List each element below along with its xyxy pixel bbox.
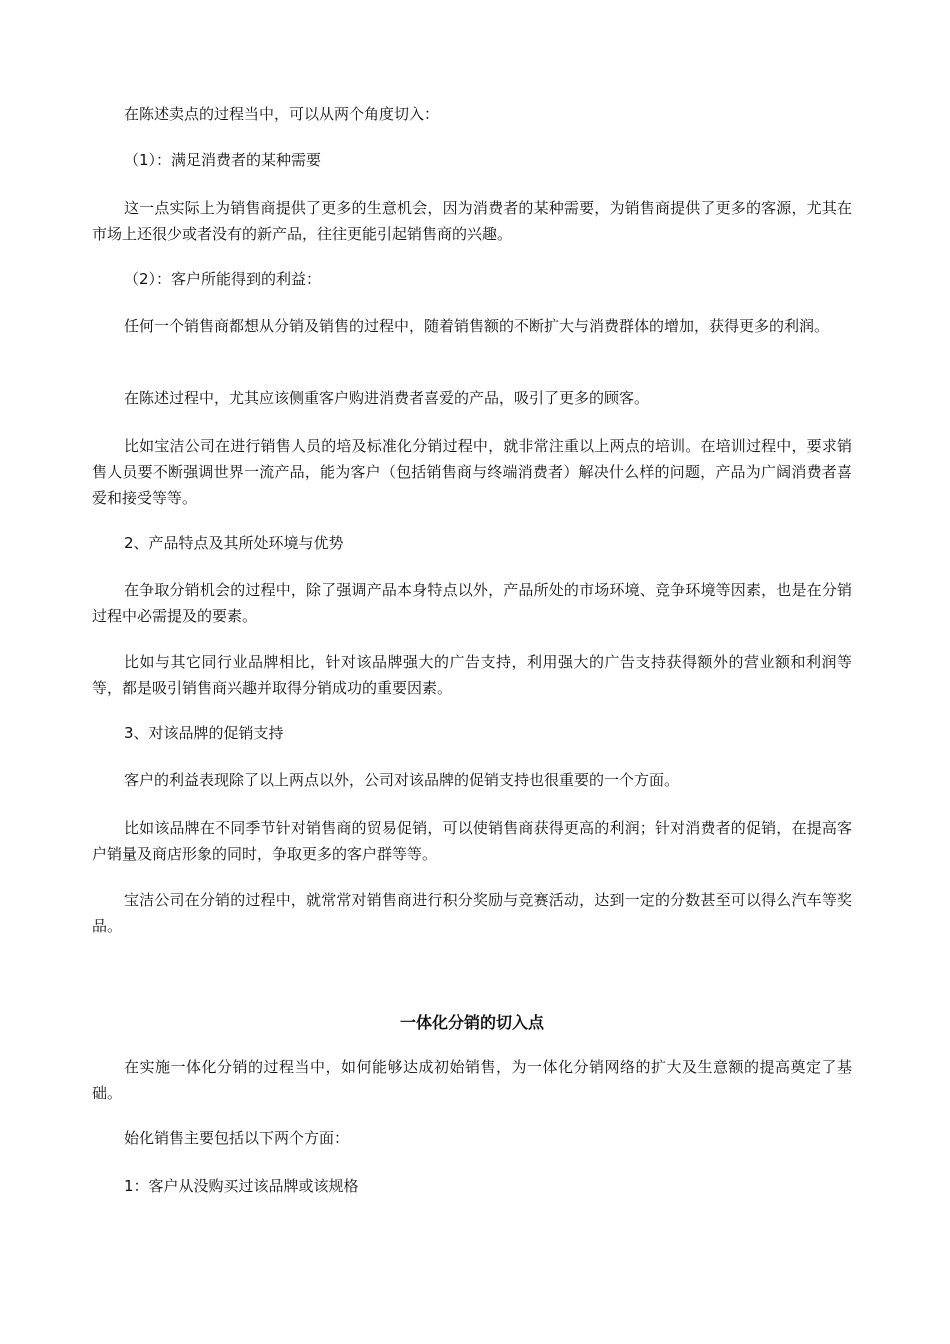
paragraph: 在实施一体化分销的过程当中，如何能够达成初始销售，为一体化分销网络的扩大及生意额的提高奠定了基础。 (92, 1058, 852, 1102)
section-title: 一体化分销的切入点 (399, 1013, 544, 1032)
paragraph: 在陈述过程中，尤其应该侧重客户购进消费者喜爱的产品，吸引了更多的顾客。 (124, 389, 650, 407)
paragraph: 3、对该品牌的促销支持 (124, 724, 284, 742)
paragraph: （1）：满足消费者的某种需要 (124, 151, 322, 169)
paragraph: 这一点实际上为销售商提供了更多的生意机会，因为消费者的某种需要，为销售商提供了更多的客源，尤其在市场上还很少或者没有的新产品，往往更能引起销售商的兴趣。 (92, 199, 852, 243)
paragraph: 比如宝洁公司在进行销售人员的培及标准化分销过程中，就非常注重以上两点的培训。在培训过程中，要求销售人员要不断强调世界一流产品，能为客户（包括销售商与终端消费者）解决什么样的问题，产品为广阔消费者喜爱和接受等等。 (92, 437, 852, 507)
paragraph: 在争取分销机会的过程中，除了强调产品本身特点以外，产品所处的市场环境、竞争环境等因素，也是在分销过程中必需提及的要素。 (92, 581, 852, 625)
paragraph: 任何一个销售商都想从分销及销售的过程中，随着销售额的不断扩大与消费群体的增加，获得更多的利润。 (124, 317, 830, 335)
paragraph: 比如该品牌在不同季节针对销售商的贸易促销，可以使销售商获得更高的利润；针对消费者的促销，在提高客户销量及商店形象的同时，争取更多的客户群等等。 (92, 819, 852, 863)
paragraph: 1：客户从没购买过该品牌或该规格 (124, 1177, 359, 1195)
paragraph: 2、产品特点及其所处环境与优势 (124, 534, 344, 552)
paragraph: （2）：客户所能得到的利益： (124, 270, 322, 288)
paragraph: 在陈述卖点的过程当中，可以从两个角度切入： (124, 105, 440, 123)
paragraph: 宝洁公司在分销的过程中，就常常对销售商进行积分奖励与竞赛活动，达到一定的分数甚至可以得么汽车等奖品。 (92, 891, 852, 935)
paragraph: 比如与其它同行业品牌相比，针对该品牌强大的广告支持，利用强大的广告支持获得额外的营业额和利润等等，都是吸引销售商兴趣并取得分销成功的重要因素。 (92, 653, 852, 697)
paragraph: 客户的利益表现除了以上两点以外，公司对该品牌的促销支持也很重要的一个方面。 (124, 771, 680, 789)
paragraph: 始化销售主要包括以下两个方面： (124, 1129, 350, 1147)
